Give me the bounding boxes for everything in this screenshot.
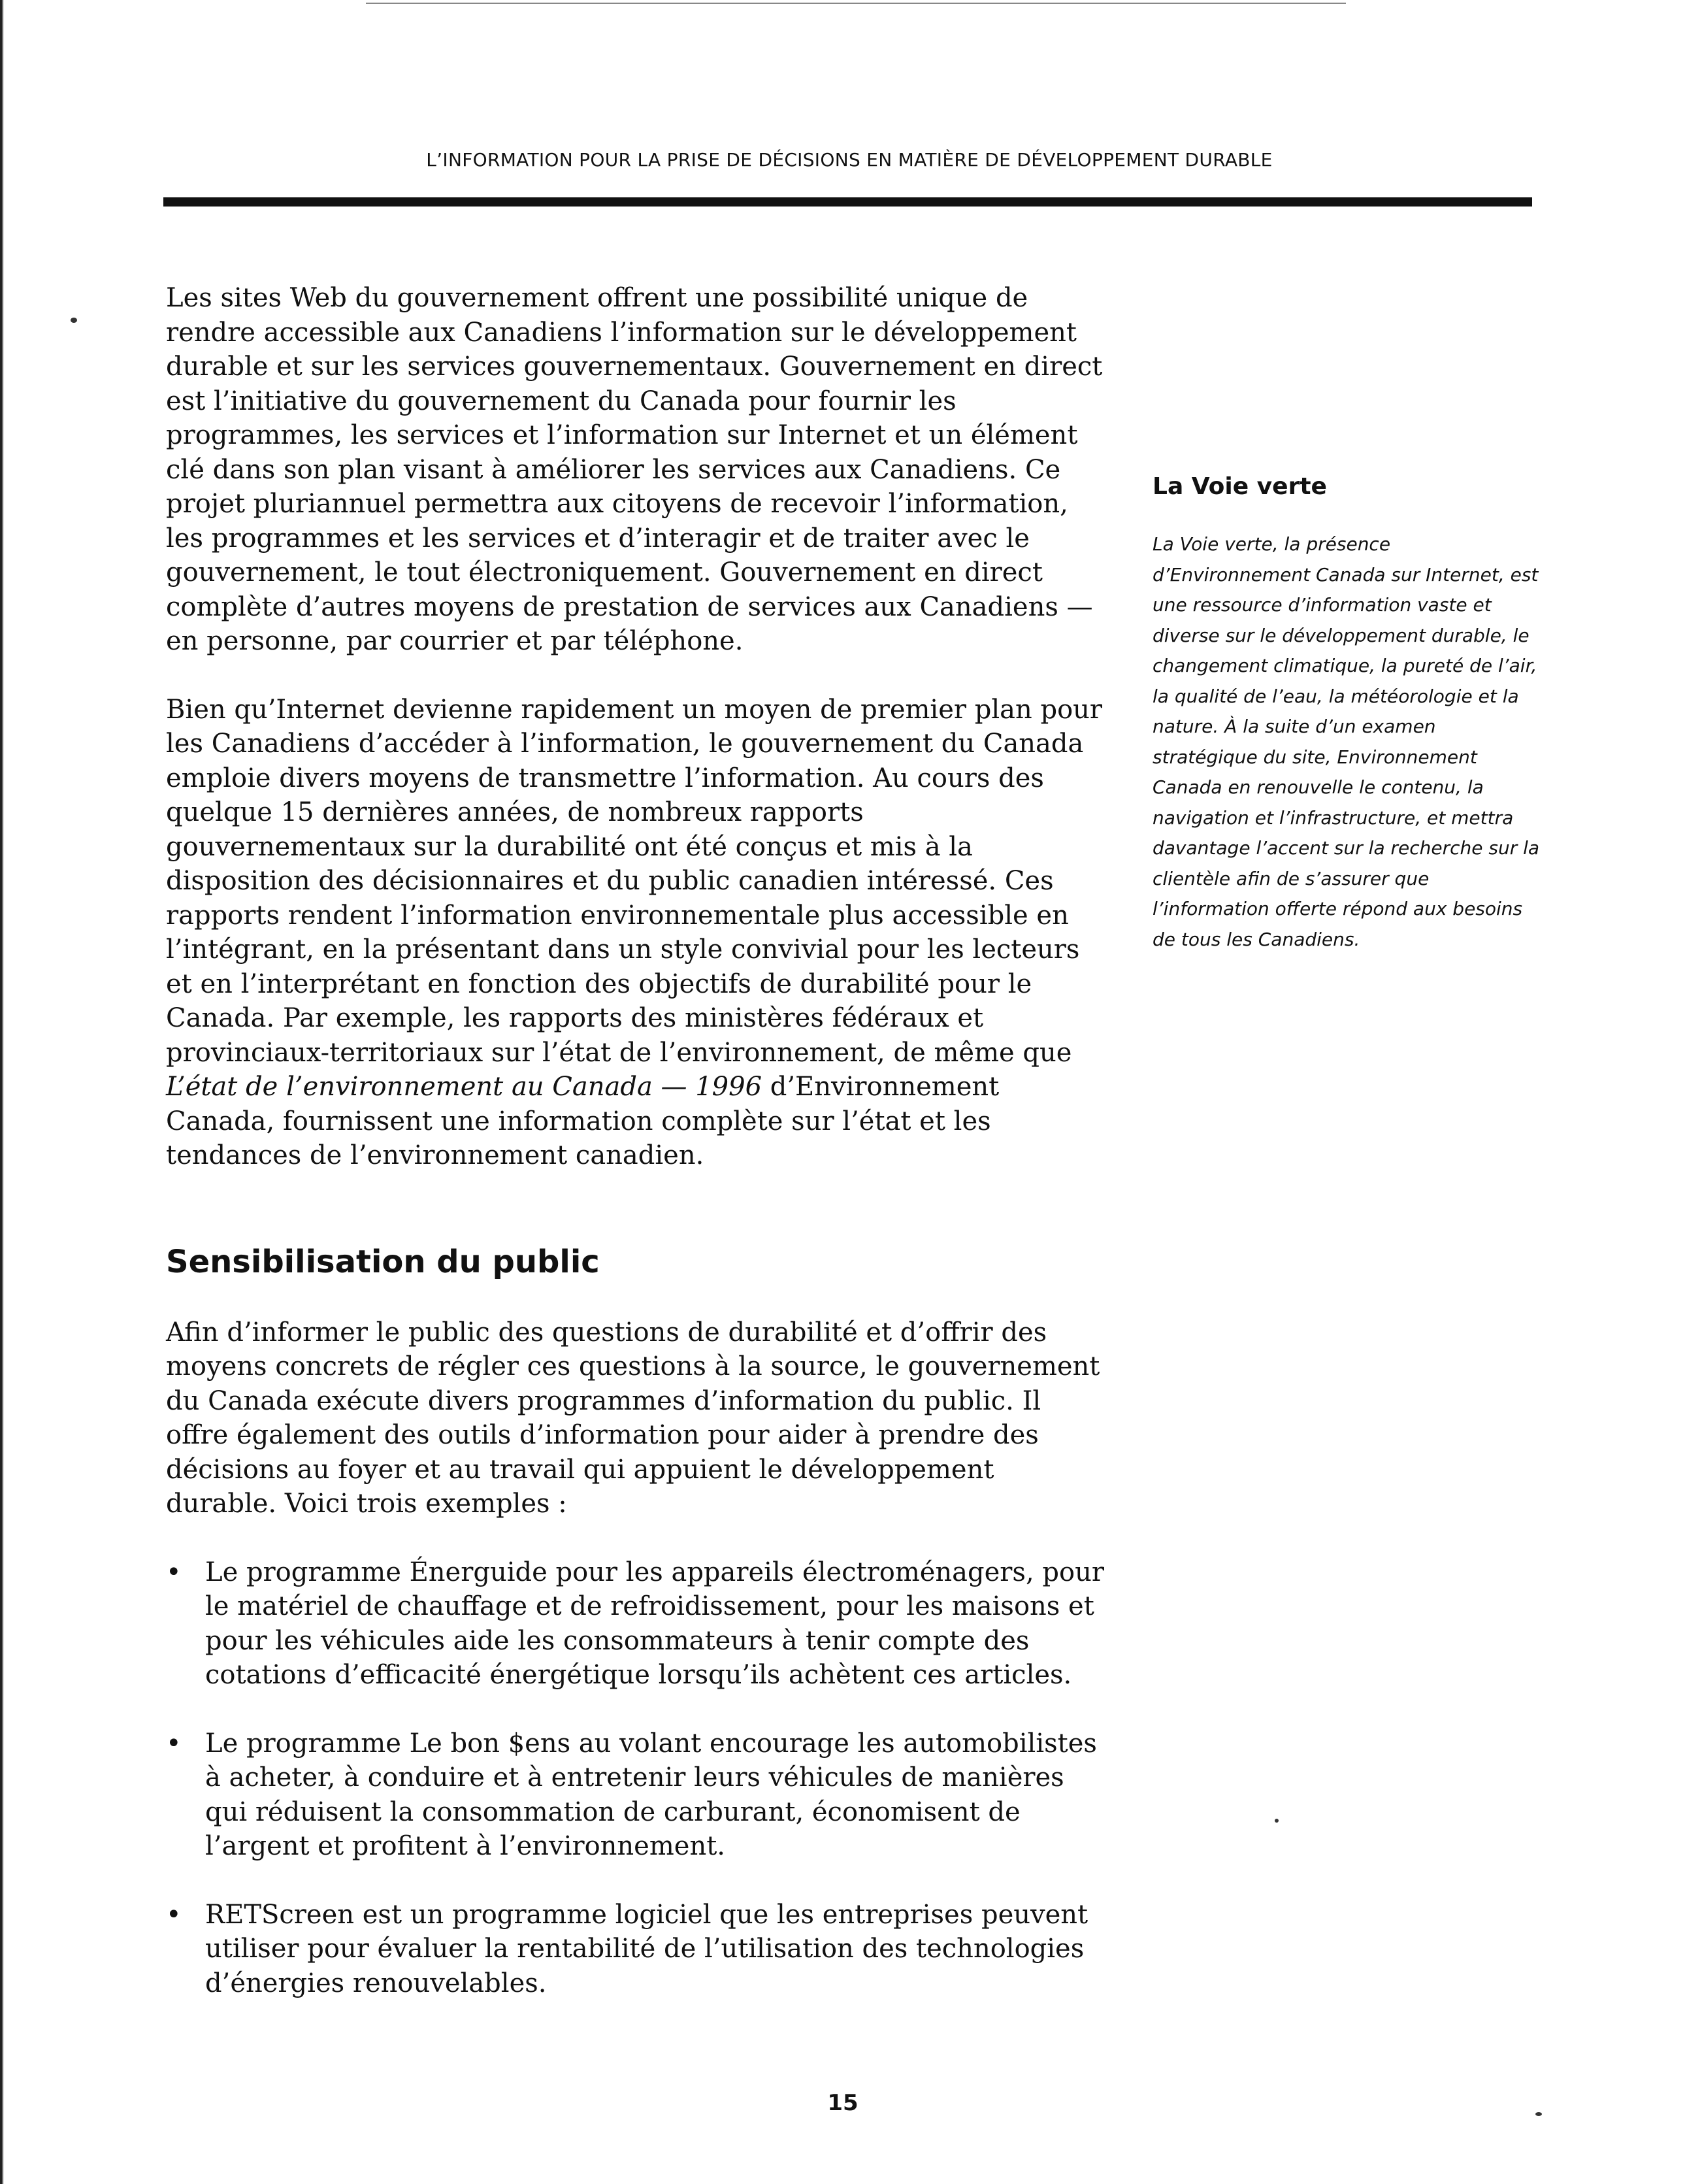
bullet-icon: • bbox=[166, 1728, 182, 1759]
bullet-icon: • bbox=[166, 1557, 182, 1587]
page-number: 15 bbox=[827, 2090, 859, 2116]
report-title: L’état de l’environnement au Canada — 1996 bbox=[166, 1072, 762, 1102]
examples-list bbox=[166, 1555, 1107, 2001]
paragraph-reports-end: d’Environnement Canada, fournissent une information complète sur l’état et les tendances de l’environnement canadien. bbox=[166, 1072, 1000, 1170]
sidebar-title: La Voie verte bbox=[1153, 473, 1327, 500]
scan-binding-edge bbox=[0, 0, 4, 2184]
section-heading: Sensibilisation du public bbox=[166, 1243, 600, 1280]
bullet-icon: • bbox=[166, 1899, 182, 1930]
scan-speck bbox=[1535, 2112, 1542, 2116]
list-item bbox=[166, 1555, 1107, 1693]
scan-speck bbox=[1275, 1819, 1279, 1823]
paragraph-reports bbox=[166, 693, 1107, 1173]
scan-top-line bbox=[366, 3, 1346, 4]
list-item bbox=[166, 1898, 1107, 2001]
header-rule bbox=[163, 197, 1532, 207]
paragraph-government-online: Les sites Web du gouvernement offrent une possibilité unique de rendre accessible aux Canadiens l’information sur le développement durable et sur les services gouvernementaux. Gouvernement en direct est l’initiative du gouvernement du Canada pour fournir les programmes, les services et l’information sur Internet et un élément clé dans son plan visant à améliorer les services aux Canadiens. Ce projet pluriannuel permettra aux citoyens de recevoir l’information, les programmes et les services et d’interagir et de traiter avec le gouvernement, le tout électroniquement. Gouvernement en direct complète d’autres moyens de prestation de services aux Canadiens — en personne, par courrier et par téléphone. bbox=[166, 283, 1103, 656]
section-intro: Afin d’informer le public des questions de durabilité et d’offrir des moyens concrets de régler ces questions à la source, le gouvernement du Canada exécute divers programmes d’information du public. Il offre également des outils d’information pour aider à prendre des décisions au foyer et au travail qui appuient le développement durable. Voici trois exemples : bbox=[166, 1317, 1100, 1519]
sidebar-note bbox=[1153, 472, 1545, 955]
running-header: L’INFORMATION POUR LA PRISE DE DÉCISIONS EN MATIÈRE DE DÉVELOPPEMENT DURABLE bbox=[426, 149, 1273, 171]
list-item-text: Le programme Le bon $ens au volant encourage les automobilistes à acheter, à conduire et à entretenir leurs véhicules de manières qui réduisent la consommation de carburant, économisent de l’argent et profitent à l’environnement. bbox=[205, 1728, 1097, 1861]
main-column bbox=[166, 281, 1107, 2034]
list-item bbox=[166, 1727, 1107, 1864]
scan-speck bbox=[71, 318, 77, 323]
paragraph-reports-start: Bien qu’Internet devienne rapidement un moyen de premier plan pour les Canadiens d’accéder à l’information, le gouvernement du Canada emploie divers moyens de transmettre l’information. Au cours des quelque 15 dernières années, de nombreux rapports gouvernementaux sur la durabilité ont été conçus et mis à la disposition des décisionnaires et du public canadien intéressé. Ces rapports rendent l’information environnementale plus accessible en l’intégrant, en la présentant dans un style convivial pour les lecteurs et en l’interprétant en fonction des objectifs de durabilité pour le Canada. Par exemple, les rapports des ministères fédéraux et provinciaux-territoriaux sur l’état de l’environnement, de même que bbox=[166, 694, 1103, 1068]
sidebar-text: La Voie verte, la présence d’Environnement Canada sur Internet, est une ressource d’information vaste et diverse sur le développement durable, le changement climatique, la pureté de l’air, la qualité de l’eau, la météorologie et la nature. À la suite d’un examen stratégique du site, Environnement Canada en renouvelle le contenu, la navigation et l’infrastructure, et mettra davantage l’accent sur la recherche sur la clientèle afin de s’assurer que l’information offerte répond aux besoins de tous les Canadiens. bbox=[1153, 533, 1540, 950]
list-item-text: Le programme Énerguide pour les appareils électroménagers, pour le matériel de chauffage et de refroidissement, pour les maisons et pour les véhicules aide les consommateurs à tenir compte des cotations d’efficacité énergétique lorsqu’ils achètent ces articles. bbox=[205, 1557, 1104, 1690]
list-item-text: RETScreen est un programme logiciel que les entreprises peuvent utiliser pour évaluer la rentabilité de l’utilisation des technologies d’énergies renouvelables. bbox=[205, 1899, 1088, 1998]
